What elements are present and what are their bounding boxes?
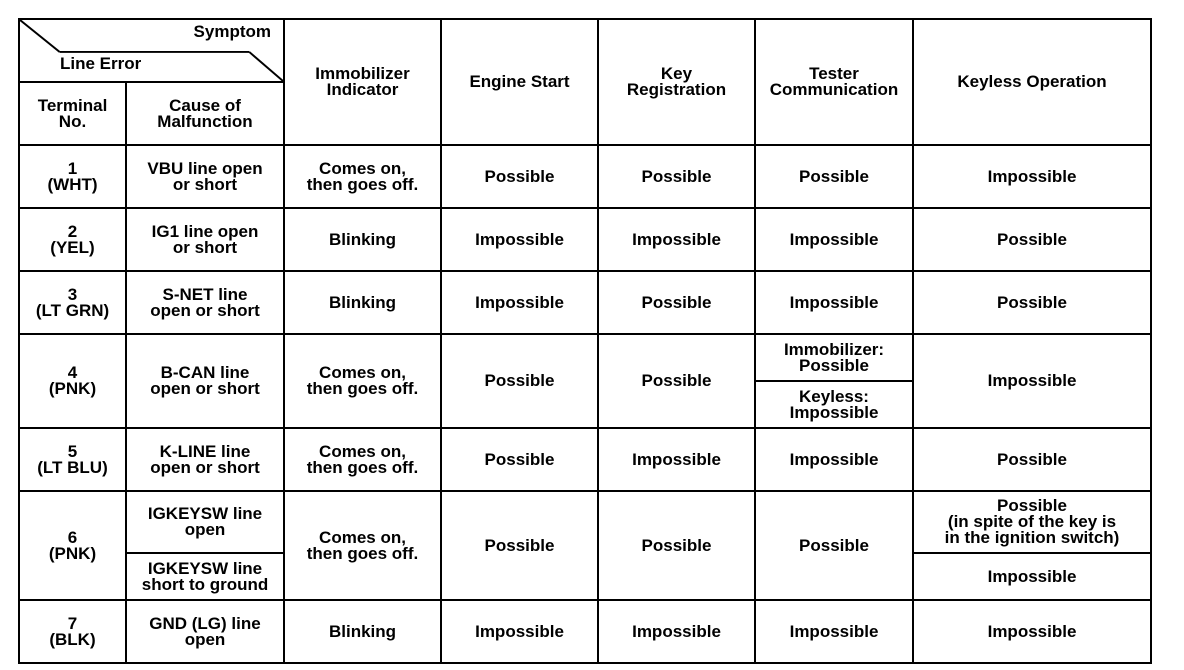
table-row [19,428,1151,491]
cause-line1: B-CAN line [160,363,250,382]
indicator-cell [284,428,441,491]
indicator-cell [284,334,441,428]
header-tester-communication [755,19,913,145]
tester-immobilizer-value: Possible [799,355,869,375]
indicator-line1: Comes on, [319,441,406,461]
terminal-color: (PNK) [48,379,97,398]
header-cause-line2: Malfunction [157,111,253,131]
indicator-line2: then goes off. [306,543,419,563]
tester-keyless-label: Keyless: [799,386,869,406]
indicator-cell: Blinking [284,271,441,334]
key-registration-cell: Impossible [598,428,755,491]
terminal-cell [19,271,126,334]
terminal-number: 6 [67,527,78,547]
terminal-number: 4 [67,363,78,382]
header-diagonal-cell [19,19,284,82]
engine-start-cell: Possible [441,145,598,208]
cause-line1: S-NET line [162,284,248,304]
indicator-cell [284,145,441,208]
cause-cell [126,271,284,334]
indicator-line1: Comes on, [319,527,406,547]
engine-start-cell: Possible [441,334,598,428]
key-registration-cell: Possible [598,271,755,334]
malfunction-table [18,18,1152,664]
tester-cell: Impossible [755,271,913,334]
key-registration-cell: Impossible [598,600,755,663]
indicator-line2: then goes off. [306,457,419,477]
cause-line2: open or short [150,379,260,398]
cause-line1: IG1 line open [151,221,259,241]
terminal-cell [19,428,126,491]
engine-start-cell: Impossible [441,208,598,271]
tester-immobilizer-label: Immobilizer: [783,339,885,359]
header-terminal-line2: No. [58,111,87,131]
table-row [19,271,1151,334]
terminal-cell [19,334,126,428]
cause-cell [126,208,284,271]
cause-line1: GND (LG) line [149,613,261,633]
tester-cell: Impossible [755,428,913,491]
terminal-cell [19,208,126,271]
terminal-number: 2 [67,221,78,241]
header-key-registration [598,19,755,145]
key-registration-cell: Possible [598,491,755,600]
indicator-line2: then goes off. [306,379,419,398]
header-key-reg-line1: Key [660,64,693,83]
tester-cell: Possible [755,491,913,600]
terminal-color: (LT BLU) [37,457,108,477]
line-error-label: Line Error [60,54,142,73]
indicator-cell: Blinking [284,208,441,271]
cause-cell-short [126,553,284,600]
cause-open-line1: IGKEYSW line [147,504,263,523]
table-row [19,334,1151,381]
keyless-cell: Possible [913,428,1151,491]
terminal-number: 7 [67,613,78,633]
key-registration-cell: Impossible [598,208,755,271]
tester-cell-keyless [755,381,913,428]
terminal-number: 1 [67,158,78,178]
cause-line1: K-LINE line [159,441,251,461]
indicator-line1: Comes on, [319,363,406,382]
header-keyless-operation [913,19,1151,145]
keyless-cell: Impossible [913,600,1151,663]
tester-cell: Impossible [755,208,913,271]
cause-cell [126,428,284,491]
table-row [19,491,1151,553]
cause-short-line1: IGKEYSW line [147,558,263,578]
engine-start-cell: Possible [441,428,598,491]
header-keyless-label: Keyless Operation [957,72,1107,91]
cause-line2: or short [172,237,238,257]
tester-keyless-value: Impossible [789,402,879,422]
header-terminal-no [19,82,126,145]
table-row [19,208,1151,271]
header-terminal-line1: Terminal [37,95,108,115]
header-cause-line1: Cause of [169,95,241,115]
indicator-line2: then goes off. [306,174,419,194]
cause-cell [126,145,284,208]
engine-start-cell: Possible [441,491,598,600]
tester-cell-immobilizer [755,334,913,381]
keyless-cell: Impossible [913,334,1151,428]
header-engine-start [441,19,598,145]
cause-line1: VBU line open [147,158,263,178]
terminal-color: (LT GRN) [35,300,110,320]
engine-start-cell: Impossible [441,271,598,334]
cause-line2: or short [172,174,238,194]
terminal-cell [19,491,126,600]
terminal-color: (BLK) [49,629,96,649]
header-immobilizer-indicator [284,19,441,145]
cause-short-line2: short to ground [141,574,269,594]
cause-open-line2: open [184,520,226,539]
indicator-cell: Blinking [284,600,441,663]
terminal-number: 3 [67,284,78,304]
tester-cell: Impossible [755,600,913,663]
key-registration-cell: Possible [598,145,755,208]
terminal-cell [19,145,126,208]
keyless-cell-impossible: Impossible [913,553,1151,600]
header-engine-start-label: Engine Start [469,72,570,91]
table-row [19,145,1151,208]
keyless-cell-possible [913,491,1151,553]
header-key-reg-line2: Registration [626,80,727,99]
keyless-cell: Possible [913,208,1151,271]
header-tester-line1: Tester [809,64,859,83]
indicator-line1: Comes on, [319,158,406,178]
keyless-cell: Impossible [913,145,1151,208]
keyless-possible-line3: in the ignition switch) [944,528,1120,547]
cause-line2: open [184,629,226,649]
terminal-color: (WHT) [47,174,98,194]
header-immobilizer-line2: Indicator [326,80,399,99]
header-immobilizer-line1: Immobilizer [315,64,410,83]
keyless-possible-line1: Possible [997,496,1067,515]
tester-cell: Possible [755,145,913,208]
cause-cell [126,600,284,663]
header-cause [126,82,284,145]
cause-cell [126,334,284,428]
indicator-cell [284,491,441,600]
table-row [19,600,1151,663]
engine-start-cell: Impossible [441,600,598,663]
header-tester-line2: Communication [769,80,899,99]
cause-cell-open [126,491,284,553]
terminal-color: (PNK) [48,543,97,563]
cause-line2: open or short [150,457,260,477]
cause-line2: open or short [150,300,260,320]
keyless-possible-line2: (in spite of the key is [947,512,1117,531]
keyless-cell: Possible [913,271,1151,334]
terminal-cell [19,600,126,663]
terminal-number: 5 [67,441,78,461]
key-registration-cell: Possible [598,334,755,428]
terminal-color: (YEL) [50,237,95,257]
symptom-label: Symptom [193,22,271,41]
